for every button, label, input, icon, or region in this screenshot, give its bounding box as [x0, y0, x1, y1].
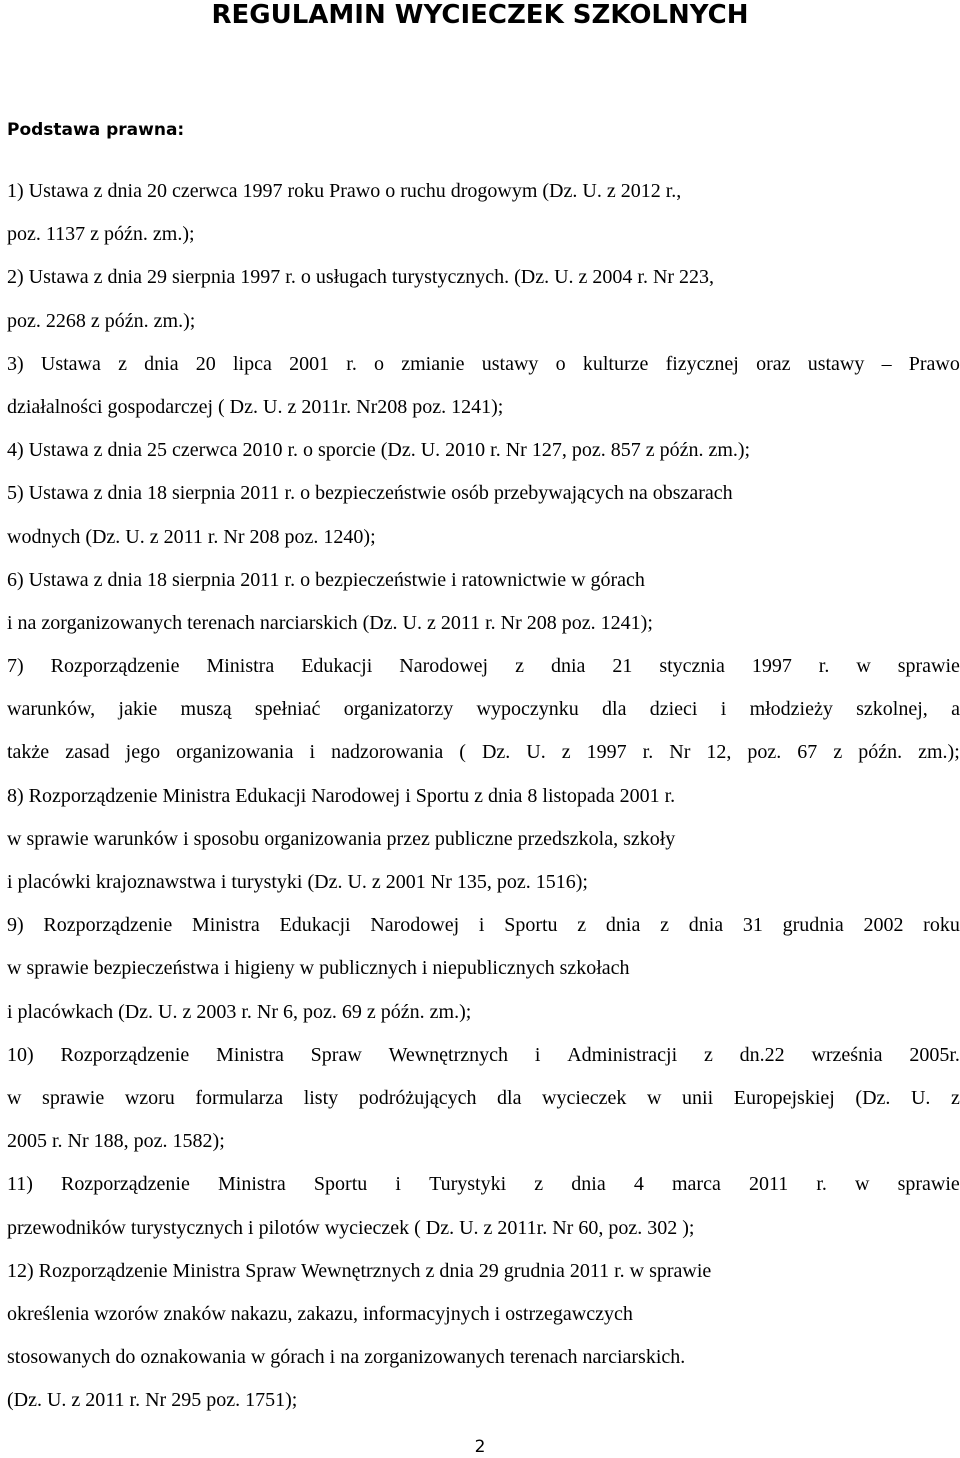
legal-basis-line: i placówkach (Dz. U. z 2003 r. Nr 6, poz. 69 z późn. zm.); [7, 1000, 472, 1023]
legal-basis-line: 7) Rozporządzenie Ministra Edukacji Narodowej z dnia 21 stycznia 1997 r. w sprawie [7, 655, 960, 678]
page-number: 2 [474, 1437, 486, 1457]
legal-basis-line: 4) Ustawa z dnia 25 czerwca 2010 r. o sporcie (Dz. U. 2010 r. Nr 127, poz. 857 z późn. zm.); [7, 439, 751, 462]
legal-basis-line: 12) Rozporządzenie Ministra Spraw Wewnętrznych z dnia 29 grudnia 2011 r. w sprawie [7, 1259, 712, 1282]
legal-basis-line: w sprawie bezpieczeństwa i higieny w publicznych i niepublicznych szkołach [7, 957, 630, 980]
legal-basis-line: i na zorganizowanych terenach narciarskich (Dz. U. z 2011 r. Nr 208 poz. 1241); [7, 611, 653, 634]
legal-basis-line: 2005 r. Nr 188, poz. 1582); [7, 1130, 225, 1153]
legal-basis-line: 2) Ustawa z dnia 29 sierpnia 1997 r. o usługach turystycznych. (Dz. U. z 2004 r. Nr 223, [7, 266, 715, 289]
legal-basis-line: 10) Rozporządzenie Ministra Spraw Wewnętrznych i Administracji z dn.22 września 2005r. [7, 1043, 960, 1066]
legal-basis-line: 5) Ustawa z dnia 18 sierpnia 2011 r. o bezpieczeństwie osób przebywających na obszarach [7, 482, 733, 505]
legal-basis-line: działalności gospodarczej ( Dz. U. z 2011r. Nr208 poz. 1241); [7, 395, 504, 418]
legal-basis-line: 11) Rozporządzenie Ministra Sportu i Turystyki z dnia 4 marca 2011 r. w sprawie [7, 1173, 960, 1196]
legal-basis-heading: Podstawa prawna: [7, 120, 185, 140]
document-title: REGULAMIN WYCIECZEK SZKOLNYCH [211, 0, 749, 30]
legal-basis-line: (Dz. U. z 2011 r. Nr 295 poz. 1751); [7, 1389, 298, 1412]
legal-basis-line: i placówki krajoznawstwa i turystyki (Dz. U. z 2001 Nr 135, poz. 1516); [7, 871, 588, 893]
legal-basis-line: wodnych (Dz. U. z 2011 r. Nr 208 poz. 1240); [7, 525, 376, 548]
legal-basis-line: 1) Ustawa z dnia 20 czerwca 1997 roku Prawo o ruchu drogowym (Dz. U. z 2012 r., [7, 180, 682, 202]
legal-basis-line: poz. 1137 z późn. zm.); [7, 223, 195, 246]
legal-basis-line: w sprawie wzoru formularza listy podróżujących dla wycieczek w unii Europejskiej (Dz. U. z [7, 1086, 960, 1109]
legal-basis-line: 9) Rozporządzenie Ministra Edukacji Narodowej i Sportu z dnia z dnia 31 grudnia 2002 roku [7, 914, 960, 937]
legal-basis-line: 6) Ustawa z dnia 18 sierpnia 2011 r. o bezpieczeństwie i ratownictwie w górach [7, 568, 645, 591]
legal-basis-line: w sprawie warunków i sposobu organizowania przez publiczne przedszkola, szkoły [7, 827, 676, 850]
legal-basis-list [7, 170, 960, 1422]
legal-basis-line: określenia wzorów znaków nakazu, zakazu, informacyjnych i ostrzegawczych [7, 1302, 633, 1325]
legal-basis-line: 3) Ustawa z dnia 20 lipca 2001 r. o zmianie ustawy o kulturze fizycznej oraz ustawy – Prawo [7, 352, 960, 375]
legal-basis-line: 8) Rozporządzenie Ministra Edukacji Narodowej i Sportu z dnia 8 listopada 2001 r. [7, 784, 676, 807]
legal-basis-line: stosowanych do oznakowania w górach i na zorganizowanych terenach narciarskich. [7, 1346, 686, 1369]
legal-basis-line: także zasad jego organizowania i nadzorowania ( Dz. U. z 1997 r. Nr 12, poz. 67 z późn. zm.); [7, 741, 960, 764]
legal-basis-line: poz. 2268 z późn. zm.); [7, 309, 196, 332]
legal-basis-line: warunków, jakie muszą spełniać organizatorzy wypoczynku dla dzieci i młodzieży szkolnej, a [7, 698, 960, 721]
legal-basis-line: przewodników turystycznych i pilotów wycieczek ( Dz. U. z 2011r. Nr 60, poz. 302 ); [7, 1216, 695, 1239]
